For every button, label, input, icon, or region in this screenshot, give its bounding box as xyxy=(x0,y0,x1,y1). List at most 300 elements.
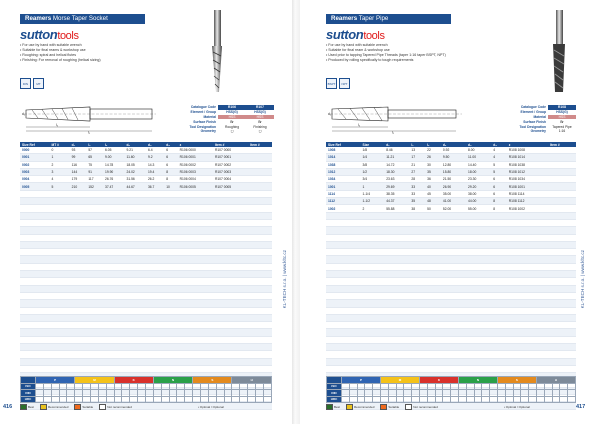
table-cell: 52.00 xyxy=(441,205,466,212)
table-cell xyxy=(507,351,548,358)
table-row xyxy=(20,329,272,336)
page-number: 416 xyxy=(3,404,13,410)
table-cell xyxy=(507,278,548,285)
table-cell xyxy=(248,292,272,299)
table-cell xyxy=(178,219,213,226)
material-group-n: N xyxy=(153,377,192,384)
table-cell xyxy=(146,365,164,372)
legend-cell xyxy=(349,396,357,403)
table-row xyxy=(20,351,272,358)
table-cell xyxy=(20,241,49,248)
table-cell: 29.20 xyxy=(466,183,491,190)
table-cell xyxy=(103,227,124,234)
table-cell: 1012 xyxy=(326,168,361,175)
material-group-m: M xyxy=(380,377,419,384)
table-cell xyxy=(20,219,49,226)
table-cell xyxy=(103,212,124,219)
svg-text:l₁: l₁ xyxy=(392,130,394,134)
legend-cell xyxy=(208,396,216,403)
table-cell xyxy=(124,292,145,299)
table-cell: 0004 xyxy=(20,176,49,183)
table-cell xyxy=(49,285,69,292)
table-cell: 210 xyxy=(70,183,87,190)
morse-taper-icon: MT xyxy=(33,78,44,89)
table-cell: R107 0001 xyxy=(213,154,248,161)
table-cell xyxy=(178,307,213,314)
table-cell: 1/4 xyxy=(361,154,385,161)
table-cell xyxy=(20,300,49,307)
legend-cell xyxy=(201,396,209,403)
size-table xyxy=(20,142,272,410)
table-cell xyxy=(491,292,507,299)
table-cell: 11.60 xyxy=(124,154,145,161)
table-cell xyxy=(124,227,145,234)
legend-cell xyxy=(505,396,513,403)
table-cell xyxy=(248,212,272,219)
feature-item: • For use by hand with suitable wrench xyxy=(326,43,446,48)
feature-item: • Used prior to tapping Tapered Pipe Threads (taper 1:16 taper BSPT, NPT) xyxy=(326,53,446,58)
table-cell: 1-1/2 xyxy=(361,198,385,205)
table-cell: 29.69 xyxy=(384,183,409,190)
table-cell xyxy=(213,285,248,292)
table-cell: 21.50 xyxy=(441,176,466,183)
bspt-standard-icon: BSPT xyxy=(326,78,337,89)
table-cell xyxy=(425,285,441,292)
table-cell: 6.05 xyxy=(103,147,124,154)
table-cell xyxy=(178,271,213,278)
table-cell xyxy=(248,234,272,241)
table-cell xyxy=(248,263,272,270)
legend-cell xyxy=(427,396,435,403)
material-group-k: K xyxy=(419,377,458,384)
table-cell xyxy=(361,249,385,256)
table-cell xyxy=(86,234,103,241)
table-cell xyxy=(70,234,87,241)
side-website-text: KL-TECH s.r.o. | www.kltc.cz xyxy=(580,250,585,309)
table-cell xyxy=(326,227,361,234)
table-cell xyxy=(507,336,548,343)
table-cell xyxy=(213,205,248,212)
table-cell xyxy=(409,358,425,365)
table-cell xyxy=(361,212,385,219)
table-cell: 0 xyxy=(49,147,69,154)
table-cell xyxy=(20,234,49,241)
table-cell xyxy=(86,205,103,212)
table-cell xyxy=(507,314,548,321)
table-cell xyxy=(103,285,124,292)
column-header: l₁ xyxy=(409,142,425,147)
table-cell xyxy=(146,292,164,299)
table-row xyxy=(326,365,576,372)
table-row xyxy=(326,212,576,219)
legend-cell xyxy=(248,396,256,403)
legend-cell xyxy=(342,396,350,403)
table-cell xyxy=(124,234,145,241)
table-cell xyxy=(507,219,548,226)
table-cell xyxy=(326,329,361,336)
table-cell xyxy=(49,227,69,234)
table-cell xyxy=(146,344,164,351)
table-cell xyxy=(466,344,491,351)
table-cell xyxy=(491,329,507,336)
table-cell xyxy=(466,314,491,321)
legend-cell xyxy=(357,396,365,403)
table-cell xyxy=(507,307,548,314)
table-cell xyxy=(164,190,177,197)
table-cell xyxy=(384,212,409,219)
table-cell xyxy=(124,249,145,256)
legend-row-label: DIN xyxy=(21,390,36,397)
table-cell xyxy=(466,219,491,226)
table-cell xyxy=(384,278,409,285)
table-cell xyxy=(49,336,69,343)
legend-cell xyxy=(388,396,396,403)
table-row xyxy=(20,161,272,168)
table-cell xyxy=(548,322,576,329)
table-cell xyxy=(20,271,49,278)
table-cell xyxy=(164,307,177,314)
legend-cell xyxy=(83,396,91,403)
table-cell: 144 xyxy=(70,168,87,175)
table-cell xyxy=(507,322,548,329)
table-cell: 33 xyxy=(409,183,425,190)
table-cell xyxy=(86,365,103,372)
table-cell xyxy=(164,227,177,234)
table-row xyxy=(20,292,272,299)
table-cell xyxy=(146,190,164,197)
table-cell xyxy=(466,300,491,307)
table-cell xyxy=(103,344,124,351)
material-group-h: H xyxy=(536,377,575,384)
table-cell xyxy=(361,263,385,270)
table-cell xyxy=(384,234,409,241)
table-cell xyxy=(70,307,87,314)
table-cell xyxy=(361,307,385,314)
table-cell xyxy=(384,285,409,292)
table-row xyxy=(20,256,272,263)
table-cell xyxy=(507,292,548,299)
table-cell xyxy=(441,278,466,285)
table-cell: 35.00 xyxy=(441,190,466,197)
legend-cell xyxy=(130,396,138,403)
table-cell xyxy=(548,365,576,372)
table-cell xyxy=(124,314,145,321)
table-cell xyxy=(326,249,361,256)
table-cell xyxy=(248,154,272,161)
table-cell xyxy=(466,329,491,336)
table-cell: 28 xyxy=(409,176,425,183)
table-cell xyxy=(213,198,248,205)
table-cell xyxy=(103,256,124,263)
table-cell xyxy=(384,227,409,234)
table-cell xyxy=(49,190,69,197)
table-cell: 14.3 xyxy=(146,161,164,168)
legend-cell xyxy=(263,396,271,403)
table-cell xyxy=(164,271,177,278)
table-cell: 50 xyxy=(425,205,441,212)
table-cell xyxy=(248,256,272,263)
table-cell: 0003 xyxy=(20,168,49,175)
legend-cell xyxy=(177,396,185,403)
table-cell xyxy=(409,256,425,263)
legend-cell xyxy=(43,396,51,403)
table-row xyxy=(326,176,576,183)
legend-key-item: Not recommended xyxy=(99,404,132,410)
table-cell xyxy=(20,322,49,329)
table-cell xyxy=(491,358,507,365)
table-cell xyxy=(49,212,69,219)
table-cell xyxy=(86,300,103,307)
table-cell xyxy=(466,358,491,365)
table-cell: 23.30 xyxy=(466,176,491,183)
svg-text:l₁: l₁ xyxy=(88,130,90,134)
table-cell xyxy=(49,256,69,263)
svg-text:d₁: d₁ xyxy=(328,112,331,116)
feature-item: • Produced by rolling specifically to tough requirements xyxy=(326,58,446,63)
table-row xyxy=(20,183,272,190)
table-cell xyxy=(548,147,576,154)
legend-row-label: HRC xyxy=(327,396,342,403)
legend-row-label: ISO xyxy=(327,383,342,390)
legend-cell xyxy=(458,396,466,403)
table-cell xyxy=(326,271,361,278)
table-cell xyxy=(441,307,466,314)
table-cell xyxy=(20,285,49,292)
table-cell xyxy=(124,256,145,263)
table-cell: 5 xyxy=(49,183,69,190)
table-cell xyxy=(248,344,272,351)
section-banner: Reamers Morse Taper Socket xyxy=(20,14,145,24)
table-cell: 1/8 xyxy=(361,147,385,154)
right-catalogue-page xyxy=(300,0,592,424)
table-cell: 65 xyxy=(86,154,103,161)
table-cell: 48 xyxy=(425,198,441,205)
table-cell xyxy=(548,205,576,212)
material-group-s: S xyxy=(497,377,536,384)
table-cell xyxy=(507,263,548,270)
table-cell xyxy=(124,344,145,351)
standards-icons xyxy=(326,78,350,89)
table-cell xyxy=(466,256,491,263)
legend-cell xyxy=(232,396,240,403)
table-cell xyxy=(86,336,103,343)
table-cell xyxy=(49,263,69,270)
column-header: z xyxy=(507,142,548,147)
table-cell xyxy=(548,292,576,299)
table-cell: 93 xyxy=(70,147,87,154)
table-cell xyxy=(49,205,69,212)
table-cell xyxy=(178,234,213,241)
spec-table: Catalogue Code R108 Element / Group HSS(G) Material HSS Surface Finish Br Tool Designation Tapered Pipe Geometry 1:16 xyxy=(498,105,576,134)
table-cell xyxy=(466,227,491,234)
table-cell xyxy=(70,256,87,263)
table-cell xyxy=(164,256,177,263)
table-cell xyxy=(164,263,177,270)
table-cell xyxy=(425,234,441,241)
table-cell xyxy=(146,314,164,321)
table-cell xyxy=(425,256,441,263)
table-cell xyxy=(103,358,124,365)
legend-cell xyxy=(435,396,443,403)
legend-cell xyxy=(412,396,420,403)
table-cell xyxy=(507,256,548,263)
table-cell xyxy=(164,314,177,321)
legend-key-item: Not recommended xyxy=(405,404,438,410)
table-cell xyxy=(466,241,491,248)
table-cell: 6 xyxy=(491,176,507,183)
table-cell xyxy=(70,329,87,336)
table-cell xyxy=(86,227,103,234)
column-header: d₄ xyxy=(491,142,507,147)
table-cell xyxy=(441,300,466,307)
table-cell xyxy=(326,365,361,372)
table-cell: 24.02 xyxy=(124,168,145,175)
table-cell xyxy=(20,263,49,270)
table-cell: 8.00 xyxy=(466,147,491,154)
table-cell xyxy=(213,249,248,256)
table-cell xyxy=(20,212,49,219)
table-row xyxy=(20,344,272,351)
table-cell xyxy=(248,161,272,168)
table-cell xyxy=(441,263,466,270)
table-row xyxy=(20,300,272,307)
table-cell xyxy=(326,241,361,248)
table-cell xyxy=(248,249,272,256)
table-cell xyxy=(86,190,103,197)
table-cell xyxy=(164,212,177,219)
table-cell: R108 1112 xyxy=(507,198,548,205)
table-cell xyxy=(491,271,507,278)
table-cell xyxy=(86,351,103,358)
legend-cell xyxy=(443,396,451,403)
table-cell xyxy=(409,212,425,219)
table-row xyxy=(326,219,576,226)
table-cell: 75 xyxy=(86,161,103,168)
feature-item: • Suitable for final ream & workshop use xyxy=(326,48,446,53)
legend-cell xyxy=(552,396,560,403)
table-cell xyxy=(361,256,385,263)
table-cell xyxy=(146,329,164,336)
legend-cell xyxy=(365,396,373,403)
table-cell xyxy=(384,358,409,365)
table-cell xyxy=(124,351,145,358)
table-row xyxy=(20,190,272,197)
table-cell xyxy=(103,241,124,248)
table-cell xyxy=(124,190,145,197)
table-cell xyxy=(86,314,103,321)
table-cell xyxy=(70,351,87,358)
table-cell xyxy=(425,351,441,358)
table-cell xyxy=(466,271,491,278)
table-cell xyxy=(507,234,548,241)
table-row xyxy=(20,198,272,205)
legend-cell xyxy=(240,396,248,403)
table-cell xyxy=(384,336,409,343)
table-cell xyxy=(124,365,145,372)
table-cell xyxy=(213,336,248,343)
table-cell xyxy=(409,271,425,278)
legend-key xyxy=(20,404,224,410)
table-cell xyxy=(548,344,576,351)
table-cell xyxy=(103,329,124,336)
table-cell xyxy=(384,256,409,263)
technical-drawing xyxy=(20,94,160,134)
table-cell xyxy=(384,329,409,336)
table-cell xyxy=(103,249,124,256)
table-cell: 13 xyxy=(409,147,425,154)
feature-list xyxy=(326,43,446,63)
legend-cell xyxy=(474,396,482,403)
table-cell xyxy=(409,307,425,314)
table-cell: 99 xyxy=(70,154,87,161)
table-row xyxy=(20,307,272,314)
table-cell: 6 xyxy=(491,183,507,190)
table-cell: 37.47 xyxy=(103,183,124,190)
table-cell xyxy=(49,292,69,299)
table-cell: R107 0002 xyxy=(213,161,248,168)
table-cell xyxy=(441,358,466,365)
table-cell xyxy=(146,278,164,285)
size-table xyxy=(326,142,576,410)
table-cell xyxy=(248,307,272,314)
table-cell xyxy=(178,300,213,307)
table-cell: 18.00 xyxy=(466,168,491,175)
table-row xyxy=(326,263,576,270)
table-cell xyxy=(548,227,576,234)
table-cell xyxy=(361,300,385,307)
table-cell xyxy=(49,271,69,278)
table-row xyxy=(20,154,272,161)
table-cell xyxy=(20,314,49,321)
table-row xyxy=(326,183,576,190)
table-cell xyxy=(507,358,548,365)
table-cell: 9.2 xyxy=(146,154,164,161)
table-cell: 1002 xyxy=(326,205,361,212)
table-cell xyxy=(178,314,213,321)
table-cell xyxy=(20,278,49,285)
table-cell xyxy=(86,292,103,299)
table-cell xyxy=(213,329,248,336)
legend-cell xyxy=(513,396,521,403)
table-row xyxy=(326,344,576,351)
table-row xyxy=(326,234,576,241)
table-cell xyxy=(248,227,272,234)
table-cell: 0.92 xyxy=(441,147,466,154)
table-cell xyxy=(86,219,103,226)
table-cell xyxy=(409,292,425,299)
legend-cell xyxy=(466,396,474,403)
feature-item: • Suitable for final reams & workshop use xyxy=(20,48,101,53)
legend-cell xyxy=(373,396,381,403)
table-cell xyxy=(248,314,272,321)
legend-cell xyxy=(224,396,232,403)
legend-cell xyxy=(451,396,459,403)
table-cell xyxy=(178,292,213,299)
table-cell xyxy=(326,219,361,226)
table-cell: R106 0003 xyxy=(178,168,213,175)
table-row xyxy=(326,249,576,256)
table-cell: 30 xyxy=(425,161,441,168)
table-cell xyxy=(86,307,103,314)
table-cell xyxy=(103,271,124,278)
table-cell: 1/2 xyxy=(361,168,385,175)
table-cell xyxy=(361,365,385,372)
table-cell: 38.00 xyxy=(466,190,491,197)
table-cell xyxy=(441,256,466,263)
table-cell xyxy=(361,344,385,351)
table-cell: 15.80 xyxy=(441,168,466,175)
table-cell xyxy=(178,336,213,343)
